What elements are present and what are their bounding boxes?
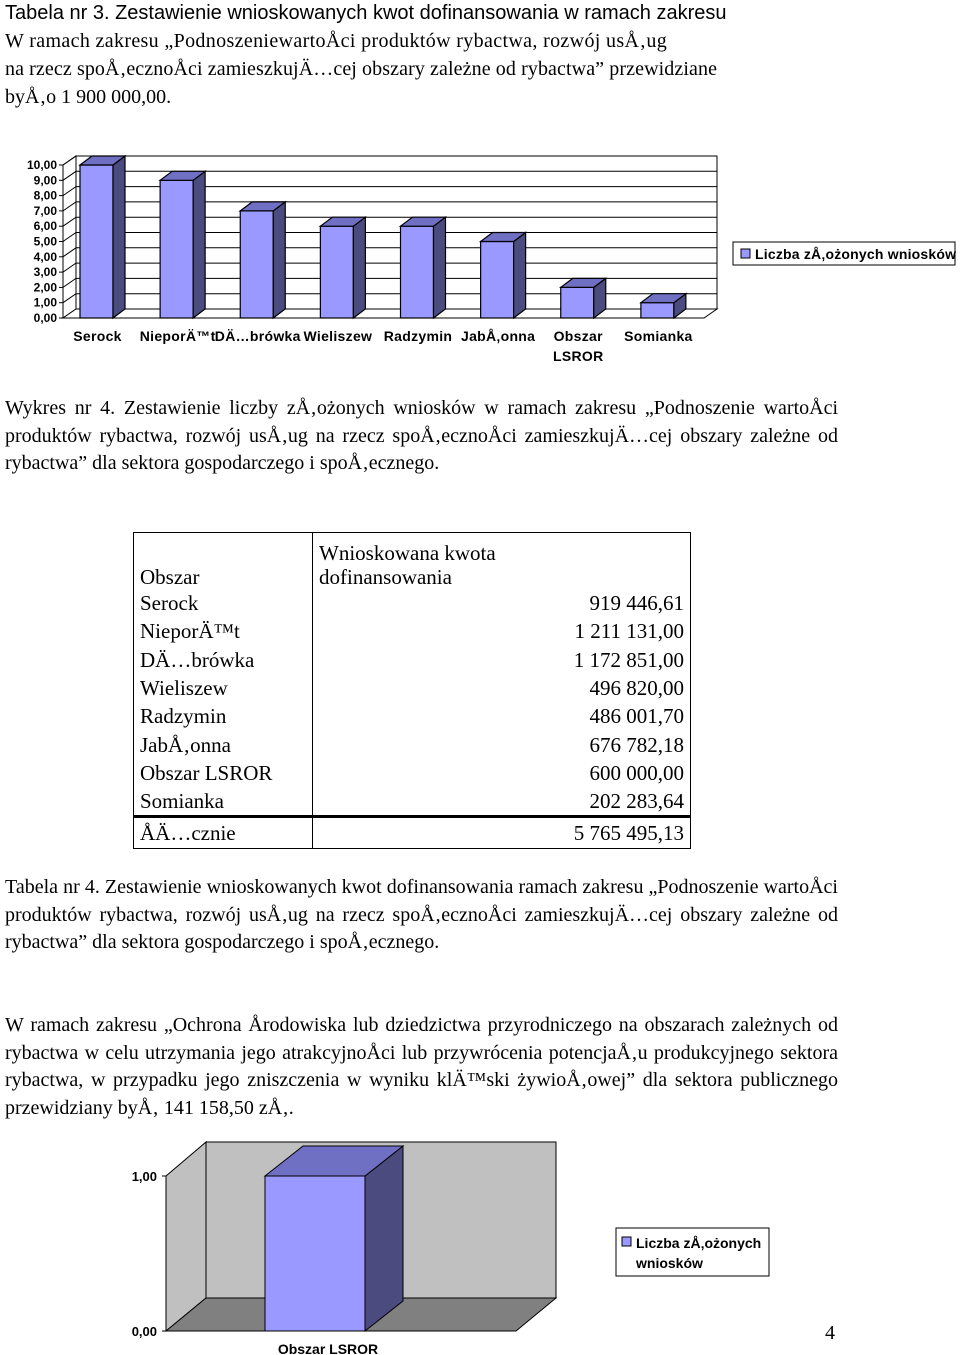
chart4-caption: Wykres nr 4. Zestawienie liczby zÅ‚ożonych wniosków w ramach zakresu „Podnoszenie wartoÅci produktów rybactwa, rozwój usÅ‚ug na rzecz spoÅ‚ecznoÅci zamieszkujÄ…cej obszary zależne od rybactwa” dla sektora gospodarczego i spoÅ‚ecznego. — [5, 397, 838, 474]
y-tick-label: 5,00 — [33, 234, 57, 249]
row-area: Wieliszew — [134, 674, 313, 702]
bar-face — [160, 180, 193, 318]
legend-swatch — [622, 1237, 631, 1246]
x-tick-label: Obszar LSROR — [277, 1341, 379, 1355]
bar-side — [514, 233, 526, 319]
table-row — [134, 759, 691, 787]
table-row — [134, 730, 691, 758]
row-amount: 202 283,64 — [313, 787, 691, 817]
bar-face — [641, 303, 674, 318]
row-amount: 919 446,61 — [313, 589, 691, 617]
row-amount: 1 211 131,00 — [313, 617, 691, 645]
bar-face — [320, 226, 353, 318]
environment-scope-text: W ramach zakresu „Ochrona Årodowiska lub dziedzictwa przyrodniczego na obszarach zależnych od rybactwa w celu utrzymania jego atrakcyjnoÅci lub przywrócenia potencjaÅ‚u produkcyjnego sektora rybactwa, w przypadku jego zniszczenia w wyniku klÄ™ski żywioÅ‚owej” dla sektora publicznego przewidziany byÅ‚ 141 158,50 zÅ‚. — [5, 1014, 838, 1119]
y-tick-label: 10,00 — [26, 158, 57, 172]
bar-side — [434, 217, 446, 318]
table-row — [134, 589, 691, 617]
table3-caption: Tabela nr 3. Zestawienie wnioskowanych kwot dofinansowania w ramach zakresu — [5, 2, 727, 24]
header-area: Obszar — [134, 533, 313, 590]
header-amount — [313, 533, 691, 590]
row-area: Serock — [134, 589, 313, 617]
x-tick-label: DÄ…brówka — [214, 328, 301, 344]
bar-wieliszew — [320, 217, 365, 318]
page-number: 4 — [825, 1322, 835, 1344]
bar-somianka — [641, 294, 686, 318]
bar-dä…brówka — [240, 202, 285, 318]
y-tick-label: 1,00 — [33, 295, 57, 310]
total-label: ÅÄ…cznie — [134, 817, 313, 849]
y-tick-label: 4,00 — [33, 249, 57, 264]
bar-side — [353, 217, 365, 318]
bar-radzymin — [401, 217, 446, 318]
row-amount: 486 001,70 — [313, 702, 691, 730]
bar-serock — [80, 156, 125, 318]
header-amount-line2: dofinansowania — [319, 565, 452, 589]
bar-side — [273, 202, 285, 318]
table-row — [134, 617, 691, 645]
header-amount-line1: Wnioskowana kwota — [319, 541, 496, 565]
bar-side — [365, 1146, 403, 1331]
bar-face — [240, 211, 273, 318]
row-area: Radzymin — [134, 702, 313, 730]
row-area: Obszar LSROR — [134, 759, 313, 787]
y-tick-label: 8,00 — [33, 188, 57, 203]
applications-bar-chart — [0, 145, 960, 370]
x-tick-label: Wieliszew — [303, 328, 373, 344]
legend-label: wniosków — [636, 1255, 703, 1271]
scope-text-line: na rzecz spoÅ‚ecznoÅci zamieszkujÄ…cej obszary zależne od rybactwa” przewidziane — [5, 58, 718, 80]
table-row — [134, 674, 691, 702]
bar-jabå‚onna — [481, 233, 526, 319]
row-area: DÄ…brówka — [134, 646, 313, 674]
x-tick-label: LSROR — [553, 348, 604, 364]
table-row — [134, 787, 691, 817]
bar-side — [113, 156, 125, 318]
x-tick-label: Somianka — [624, 328, 693, 344]
row-amount: 676 782,18 — [313, 730, 691, 758]
row-amount: 1 172 851,00 — [313, 646, 691, 674]
y-tick-label: 2,00 — [33, 280, 57, 295]
table4-caption: Tabela nr 4. Zestawienie wnioskowanych kwot dofinansowania ramach zakresu „Podnoszenie wartoÅci produktów rybactwa, rozwój usÅ‚ug na rzecz spoÅ‚ecznoÅci zamieszkujÄ…cej obszary zależne od rybactwa” dla sektora gospodarczego i spoÅ‚ecznego. — [5, 876, 838, 953]
x-tick-label: Radzymin — [383, 328, 453, 344]
y-tick-label: 6,00 — [33, 219, 57, 234]
y-tick-label: 7,00 — [33, 203, 57, 218]
x-tick-label: Obszar — [553, 328, 603, 344]
row-amount: 496 820,00 — [313, 674, 691, 702]
bar-face — [401, 226, 434, 318]
x-tick-label: Serock — [73, 328, 122, 344]
y-tick-label: 9,00 — [33, 173, 57, 188]
table-total-row — [134, 817, 691, 849]
total-amount: 5 765 495,13 — [313, 817, 691, 849]
y-tick-label: 1,00 — [131, 1169, 157, 1184]
scope-text-line: byÅ‚o 1 900 000,00. — [5, 86, 172, 108]
legend-swatch — [741, 249, 750, 258]
table-row — [134, 702, 691, 730]
x-tick-label: NieporÄ™t — [139, 328, 216, 344]
y-tick-label: 0,00 — [131, 1324, 157, 1339]
x-tick-label: JabÅ‚onna — [460, 328, 536, 344]
y-tick-label: 3,00 — [33, 265, 57, 280]
bar-face — [80, 165, 113, 318]
row-area: JabÅ‚onna — [134, 730, 313, 758]
y-tick-label: 0,00 — [33, 311, 57, 325]
table-row — [134, 646, 691, 674]
row-amount: 600 000,00 — [313, 759, 691, 787]
bar-face — [561, 287, 594, 318]
table-header-row — [134, 533, 691, 590]
row-area: Somianka — [134, 787, 313, 817]
bar-face — [481, 242, 514, 319]
scope-text-line: W ramach zakresu „PodnoszeniewartoÅci produktów rybactwa, rozwój usÅ‚ug — [5, 30, 668, 52]
lsror-bar-chart — [0, 1140, 800, 1355]
legend-label: Liczba zÅ‚ożonych wniosków — [755, 246, 957, 262]
bar-nieporä™t — [160, 171, 205, 318]
legend-label: Liczba zÅ‚ożonych — [636, 1235, 762, 1251]
bar-obszar-lsror — [561, 278, 606, 318]
bar-obszar-lsror — [265, 1176, 365, 1331]
row-area: NieporÄ™t — [134, 617, 313, 645]
bar-side — [193, 171, 205, 318]
funding-table — [133, 532, 691, 849]
